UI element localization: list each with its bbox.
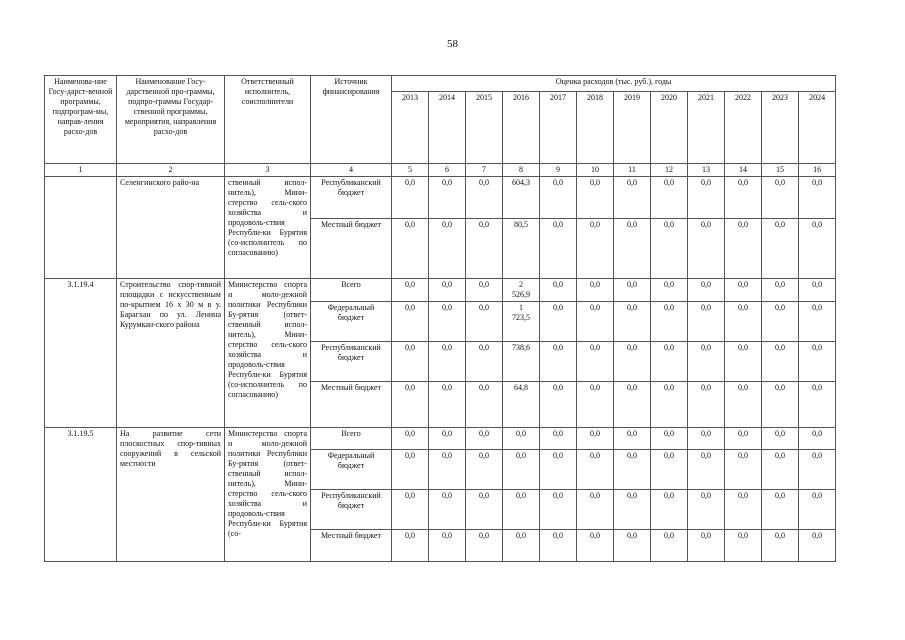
expense-value: 0,0 bbox=[799, 302, 836, 342]
expense-value: 0,0 bbox=[762, 382, 799, 428]
header-year: 2016 bbox=[503, 92, 540, 164]
expense-value: 604,3 bbox=[503, 177, 540, 219]
expense-value: 0,0 bbox=[503, 428, 540, 450]
expense-value: 0,0 bbox=[577, 428, 614, 450]
expense-value: 0,0 bbox=[540, 428, 577, 450]
expense-value: 0,0 bbox=[429, 450, 466, 490]
expense-value: 0,0 bbox=[540, 342, 577, 382]
expense-value: 0,0 bbox=[725, 382, 762, 428]
expense-value: 0,0 bbox=[651, 219, 688, 279]
measure-name: Строительство спор-тивной площадки с искусственным по-крытием 16 х 30 м в у. Барагхан по ул. Ленина Курумкан-ского района bbox=[117, 279, 225, 428]
expense-value: 1 723,5 bbox=[503, 302, 540, 342]
column-index: 3 bbox=[225, 164, 311, 177]
expense-value: 0,0 bbox=[429, 219, 466, 279]
header-year: 2017 bbox=[540, 92, 577, 164]
expense-value: 0,0 bbox=[429, 490, 466, 530]
expense-value: 0,0 bbox=[688, 428, 725, 450]
expense-value: 0,0 bbox=[466, 342, 503, 382]
column-index: 16 bbox=[799, 164, 836, 177]
header-year: 2019 bbox=[614, 92, 651, 164]
expense-value: 0,0 bbox=[725, 530, 762, 562]
expense-value: 0,0 bbox=[577, 279, 614, 302]
expense-value: 0,0 bbox=[799, 530, 836, 562]
expense-value: 0,0 bbox=[799, 279, 836, 302]
expense-value: 0,0 bbox=[466, 219, 503, 279]
expense-value: 0,0 bbox=[392, 177, 429, 219]
header-year: 2014 bbox=[429, 92, 466, 164]
table-row bbox=[45, 177, 836, 219]
column-index: 5 bbox=[392, 164, 429, 177]
expense-value: 0,0 bbox=[762, 342, 799, 382]
expense-value: 0,0 bbox=[614, 219, 651, 279]
expense-value: 0,0 bbox=[466, 530, 503, 562]
expense-value: 0,0 bbox=[725, 219, 762, 279]
header-measure-name: Наименование Госу-дарственной про-граммы, подпро-граммы Государ-ственной программы, мероприятия, направления расхо-дов bbox=[117, 76, 225, 164]
expense-value: 0,0 bbox=[614, 342, 651, 382]
header-year: 2022 bbox=[725, 92, 762, 164]
expense-value: 0,0 bbox=[688, 279, 725, 302]
budget-table bbox=[44, 75, 836, 562]
expense-value: 0,0 bbox=[540, 490, 577, 530]
expense-value: 0,0 bbox=[392, 428, 429, 450]
expense-value: 0,0 bbox=[614, 450, 651, 490]
expense-value: 0,0 bbox=[614, 530, 651, 562]
expense-value: 0,0 bbox=[651, 342, 688, 382]
header-executor: Ответственный исполнитель, соисполнители bbox=[225, 76, 311, 164]
expense-value: 0,0 bbox=[577, 382, 614, 428]
header-year: 2023 bbox=[762, 92, 799, 164]
expense-value: 0,0 bbox=[614, 428, 651, 450]
expense-value: 0,0 bbox=[762, 219, 799, 279]
expense-value: 64,8 bbox=[503, 382, 540, 428]
header-year: 2018 bbox=[577, 92, 614, 164]
expense-value: 0,0 bbox=[614, 177, 651, 219]
column-index: 6 bbox=[429, 164, 466, 177]
expense-value: 0,0 bbox=[614, 302, 651, 342]
expense-value: 0,0 bbox=[688, 530, 725, 562]
responsible-executor: ственный испол-нитель), Мини-стерство сель-ского хозяйства и продоволь-ствия Республи-ки Бурятия (со-исполнитель по согласованию) bbox=[225, 177, 311, 279]
responsible-executor: Министерство спорта и моло-дежной политики Республики Бу-рятия (ответ-ственный испол-нитель), Мини-стерство сель-ского хозяйства и продоволь-ствия Республи-ки Бурятия (со-исполнитель по согласованию) bbox=[225, 279, 311, 428]
column-index: 14 bbox=[725, 164, 762, 177]
expense-value: 0,0 bbox=[688, 490, 725, 530]
expense-value: 0,0 bbox=[577, 177, 614, 219]
expense-value: 0,0 bbox=[688, 450, 725, 490]
expense-value: 0,0 bbox=[392, 490, 429, 530]
funding-source: Всего bbox=[311, 279, 392, 302]
expense-value: 0,0 bbox=[540, 219, 577, 279]
expense-value: 0,0 bbox=[392, 382, 429, 428]
expense-value: 738,6 bbox=[503, 342, 540, 382]
expense-value: 0,0 bbox=[392, 279, 429, 302]
column-index: 11 bbox=[614, 164, 651, 177]
column-index: 2 bbox=[117, 164, 225, 177]
expense-value: 0,0 bbox=[466, 302, 503, 342]
expense-value: 0,0 bbox=[762, 530, 799, 562]
table-row bbox=[45, 428, 836, 450]
expense-value: 0,0 bbox=[651, 382, 688, 428]
column-index: 13 bbox=[688, 164, 725, 177]
expense-value: 0,0 bbox=[429, 177, 466, 219]
expense-value: 0,0 bbox=[762, 450, 799, 490]
funding-source: Федеральный бюджет bbox=[311, 450, 392, 490]
funding-source: Местный бюджет bbox=[311, 382, 392, 428]
expense-value: 0,0 bbox=[688, 302, 725, 342]
header-year: 2015 bbox=[466, 92, 503, 164]
column-index-row bbox=[45, 164, 836, 177]
expense-value: 0,0 bbox=[614, 490, 651, 530]
column-index: 7 bbox=[466, 164, 503, 177]
expense-value: 0,0 bbox=[651, 530, 688, 562]
funding-source: Местный бюджет bbox=[311, 219, 392, 279]
expense-value: 0,0 bbox=[392, 302, 429, 342]
funding-source: Федеральный бюджет bbox=[311, 302, 392, 342]
funding-source: Республиканский бюджет bbox=[311, 490, 392, 530]
expense-value: 0,0 bbox=[651, 279, 688, 302]
expense-value: 0,0 bbox=[688, 342, 725, 382]
expense-value: 0,0 bbox=[688, 382, 725, 428]
expense-value: 0,0 bbox=[540, 450, 577, 490]
column-index: 1 bbox=[45, 164, 117, 177]
measure-name: На развитие сети плоскостных спор-тивных сооружений в сельской местности bbox=[117, 428, 225, 562]
expense-value: 0,0 bbox=[466, 382, 503, 428]
header-year: 2021 bbox=[688, 92, 725, 164]
header-year: 2024 bbox=[799, 92, 836, 164]
expense-value: 0,0 bbox=[577, 450, 614, 490]
column-index: 15 bbox=[762, 164, 799, 177]
header-year: 2013 bbox=[392, 92, 429, 164]
column-index: 4 bbox=[311, 164, 392, 177]
expense-value: 0,0 bbox=[614, 279, 651, 302]
header-year: 2020 bbox=[651, 92, 688, 164]
expense-value: 0,0 bbox=[799, 382, 836, 428]
expense-value: 0,0 bbox=[577, 490, 614, 530]
expense-value: 0,0 bbox=[651, 450, 688, 490]
expense-value: 0,0 bbox=[799, 428, 836, 450]
expense-value: 0,0 bbox=[762, 177, 799, 219]
expense-value: 0,0 bbox=[799, 177, 836, 219]
expense-value: 0,0 bbox=[651, 490, 688, 530]
expense-value: 0,0 bbox=[429, 279, 466, 302]
expense-value: 0,0 bbox=[725, 342, 762, 382]
expense-value: 0,0 bbox=[429, 302, 466, 342]
expense-value: 0,0 bbox=[799, 450, 836, 490]
expense-value: 0,0 bbox=[466, 450, 503, 490]
expense-value: 0,0 bbox=[725, 428, 762, 450]
expense-value: 0,0 bbox=[762, 428, 799, 450]
expense-value: 0,0 bbox=[725, 490, 762, 530]
expense-value: 0,0 bbox=[725, 279, 762, 302]
expense-value: 0,0 bbox=[651, 428, 688, 450]
measure-code: 3.1.19.4 bbox=[45, 279, 117, 428]
expense-value: 0,0 bbox=[429, 382, 466, 428]
expense-value: 0,0 bbox=[503, 490, 540, 530]
expense-value: 0,0 bbox=[688, 219, 725, 279]
column-index: 12 bbox=[651, 164, 688, 177]
expense-value: 0,0 bbox=[392, 219, 429, 279]
expense-value: 0,0 bbox=[540, 530, 577, 562]
header-program-name: Наименова-ние Госу-дарст-венной программы, подпрограм-мы, направ-ления расхо-дов bbox=[45, 76, 117, 164]
table-row bbox=[45, 279, 836, 302]
page-number: 58 bbox=[447, 38, 458, 50]
funding-source: Местный бюджет bbox=[311, 530, 392, 562]
expense-value: 0,0 bbox=[799, 490, 836, 530]
funding-source: Республиканский бюджет bbox=[311, 177, 392, 219]
expense-value: 0,0 bbox=[392, 342, 429, 382]
expense-value: 0,0 bbox=[725, 302, 762, 342]
expense-value: 0,0 bbox=[503, 530, 540, 562]
expense-value: 0,0 bbox=[762, 279, 799, 302]
funding-source: Республиканский бюджет bbox=[311, 342, 392, 382]
measure-name: Селенгинского райо-на bbox=[117, 177, 225, 279]
column-index: 8 bbox=[503, 164, 540, 177]
expense-value: 0,0 bbox=[725, 177, 762, 219]
expense-value: 0,0 bbox=[466, 490, 503, 530]
expense-value: 0,0 bbox=[540, 177, 577, 219]
expense-value: 0,0 bbox=[503, 450, 540, 490]
header-expense-estimate: Оценка расходов (тыс. руб.), годы bbox=[392, 76, 836, 92]
expense-value: 2 526,9 bbox=[503, 279, 540, 302]
expense-value: 0,0 bbox=[392, 530, 429, 562]
expense-value: 0,0 bbox=[466, 279, 503, 302]
expense-value: 0,0 bbox=[577, 530, 614, 562]
expense-value: 0,0 bbox=[466, 428, 503, 450]
expense-value: 0,0 bbox=[466, 177, 503, 219]
expense-value: 0,0 bbox=[540, 382, 577, 428]
expense-value: 0,0 bbox=[540, 279, 577, 302]
expense-value: 0,0 bbox=[762, 490, 799, 530]
responsible-executor: Министерство спорта и моло-дежной политики Республики Бу-рятия (ответ-ственный испол-нитель), Мини-стерство сель-ского хозяйства и продоволь-ствия Республи-ки Бурятия (со- bbox=[225, 428, 311, 562]
expense-value: 0,0 bbox=[688, 177, 725, 219]
column-index: 10 bbox=[577, 164, 614, 177]
expense-value: 0,0 bbox=[651, 302, 688, 342]
expense-value: 0,0 bbox=[651, 177, 688, 219]
expense-value: 80,5 bbox=[503, 219, 540, 279]
column-index: 9 bbox=[540, 164, 577, 177]
expense-value: 0,0 bbox=[429, 428, 466, 450]
expense-value: 0,0 bbox=[614, 382, 651, 428]
expense-value: 0,0 bbox=[799, 342, 836, 382]
expense-value: 0,0 bbox=[799, 219, 836, 279]
measure-code: 3.1.19.5 bbox=[45, 428, 117, 562]
expense-value: 0,0 bbox=[429, 530, 466, 562]
expense-value: 0,0 bbox=[762, 302, 799, 342]
expense-value: 0,0 bbox=[577, 302, 614, 342]
expense-value: 0,0 bbox=[725, 450, 762, 490]
measure-code bbox=[45, 177, 117, 279]
expense-value: 0,0 bbox=[577, 219, 614, 279]
expense-value: 0,0 bbox=[540, 302, 577, 342]
funding-source: Всего bbox=[311, 428, 392, 450]
expense-value: 0,0 bbox=[392, 450, 429, 490]
header-funding-source: Источник финансирования bbox=[311, 76, 392, 164]
expense-value: 0,0 bbox=[577, 342, 614, 382]
expense-value: 0,0 bbox=[429, 342, 466, 382]
